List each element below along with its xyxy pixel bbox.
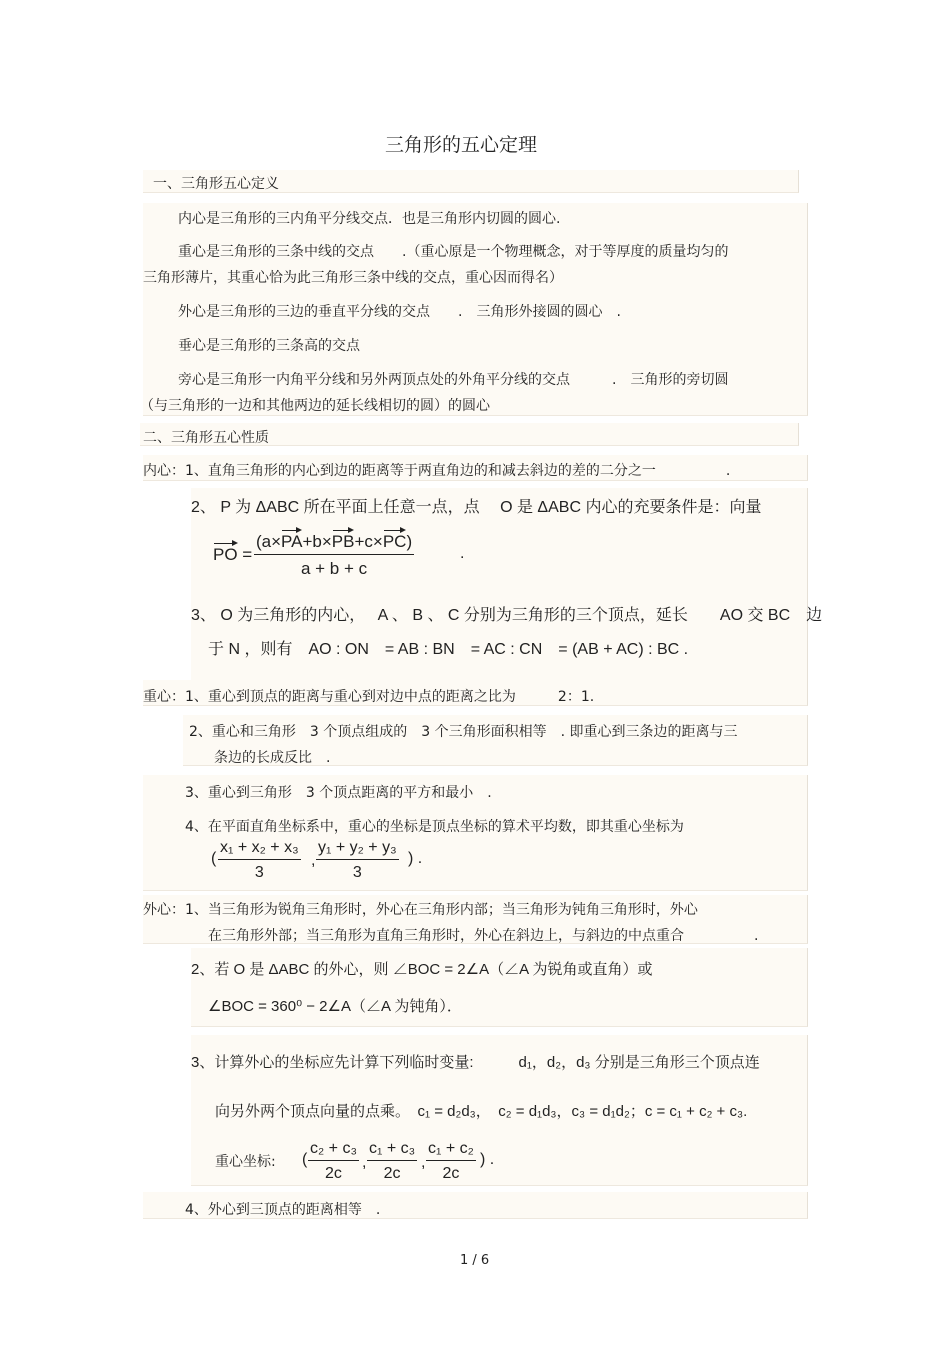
centroid-open-paren: ( (211, 850, 217, 867)
section2-heading: 二、三角形五心性质 (143, 430, 269, 446)
circum-property-3-line2: 向另外两个顶点向量的点乘。 c₁ = d₂d₃， c₂ = d₁d₃，c₃ = d₁d₂；c = c₁ + c₂ + c₃. (215, 1103, 748, 1120)
def-excenter-line1: 旁心是三角形一内角平分线和另外两顶点处的外角平分线的交点 . 三角形的旁切圆 (178, 372, 729, 388)
circum-comma-1: , (362, 1154, 367, 1171)
y-denominator: 3 (352, 864, 362, 881)
num-part: (a× (256, 532, 282, 551)
centroid-x-fraction (218, 839, 301, 882)
centroid-property-2-line2: 条边的长成反比 . (214, 750, 331, 766)
cz-numerator: c₁ + c₂ (426, 1140, 476, 1161)
cx-numerator: c₂ + c₃ (308, 1140, 359, 1161)
centroid-y-fraction (316, 839, 399, 882)
def-centroid-line1: 重心是三角形的三条中线的交点 .（重心原是一个物理概念，对于等厚度的质量均匀的 (178, 244, 729, 260)
def-orthocenter: 垂心是三角形的三条高的交点 (178, 338, 360, 354)
fraction-period: . (460, 545, 465, 562)
cx-denominator: 2c (325, 1165, 342, 1182)
circum-property-4: 4、外心到三顶点的距离相等 . (185, 1202, 381, 1218)
def-centroid-line2: 三角形薄片，其重心恰为此三角形三条中线的交点，重心因而得名） (143, 270, 563, 286)
fraction-numerator (254, 532, 414, 555)
def-excenter-line2: （与三角形的一边和其他两边的延长线相切的圆）的圆心 (140, 398, 490, 414)
incenter-vector-fraction (254, 532, 414, 579)
cy-denominator: 2c (383, 1165, 401, 1182)
incenter-property-1: 内心：1、直角三角形的内心到边的距离等于两直角边的和减去斜边的差的二分之一 . (143, 463, 731, 479)
incenter-vector-lhs (213, 545, 252, 565)
cz-denominator: 2c (442, 1165, 460, 1182)
page-title: 三角形的五心定理 (385, 134, 538, 156)
incenter-property-3-line2: 于 N ，则有 AO : ON = AB : BN = AC : CN = (AB + AC) : BC . (208, 641, 689, 658)
num-part: ) (406, 532, 413, 551)
circum-property-3-line1: 3、计算外心的坐标应先计算下列临时变量: d₁，d₂，d₃ 分别是三角形三个顶点连 (191, 1054, 760, 1071)
centroid-property-1: 重心：1、重心到顶点的距离与重心到对边中点的距离之比为 2：1. (143, 689, 595, 705)
circum-property-1-line1: 外心：1、当三角形为锐角三角形时，外心在三角形内部；当三角形为钝角三角形时，外心 (143, 902, 698, 918)
centroid-close-paren: ) . (408, 850, 423, 867)
equals-sign: = (242, 545, 253, 564)
circum-close-paren: ) . (480, 1151, 495, 1168)
circum-open-paren: ( (302, 1151, 308, 1168)
section1-heading: 一、三角形五心定义 (153, 176, 279, 192)
circum-comma-2: , (421, 1154, 426, 1171)
centroid-property-3: 3、重心到三角形 3 个顶点距离的平方和最小 . (185, 785, 492, 801)
page-number: 1 / 6 (460, 1253, 490, 1268)
x-sum: x₁ + x₂ + x₃ (218, 839, 301, 860)
fraction-denominator: a + b + c (300, 559, 368, 578)
vector-pa: PA (281, 532, 303, 551)
circum-y-fraction (367, 1140, 417, 1183)
vector-pc: PC (382, 532, 407, 551)
incenter-p2-box (191, 488, 808, 699)
incenter-property-2: 2、 P 为 ΔABC 所在平面上任意一点，点 O 是 ΔABC 内心的充要条件是：向量 (191, 499, 762, 516)
x-denominator: 3 (254, 864, 264, 881)
vector-po: PO (213, 545, 238, 564)
centroid-property-2-line1: 2、重心和三角形 3 个顶点组成的 3 个三角形面积相等 . 即重心到三条边的距离与三 (189, 724, 738, 740)
circum-property-2-line2: ∠BOC = 360⁰ − 2∠A（∠A 为钝角）． (208, 998, 462, 1015)
centroid-property-4: 4、在平面直角坐标系中，重心的坐标是顶点坐标的算术平均数，即其重心坐标为 (185, 819, 684, 835)
circum-x-fraction (308, 1140, 359, 1183)
circum-coord-label: 重心坐标: (215, 1154, 276, 1170)
cy-numerator: c₁ + c₃ (367, 1140, 417, 1161)
num-part: +c× (354, 532, 383, 551)
num-part: +b× (302, 532, 332, 551)
circum-property-2-line1: 2、若 O 是 ΔABC 的外心，则 ∠BOC = 2∠A（∠A 为锐角或直角）或 (191, 961, 653, 978)
centroid-comma: , (311, 852, 316, 869)
circum-z-fraction (426, 1140, 476, 1183)
circum-property-1-line2: 在三角形外部；当三角形为直角三角形时，外心在斜边上，与斜边的中点重合 . (208, 928, 759, 944)
incenter-property-3-line1: 3、 O 为三角形的内心， A 、 B 、 C 分别为三角形的三个顶点，延长 AO 交 BC 边 (191, 607, 823, 624)
def-circumcenter: 外心是三角形的三边的垂直平分线的交点 . 三角形外接圆的圆心 . (178, 304, 621, 320)
def-incenter: 内心是三角形的三内角平分线交点．也是三角形内切圆的圆心. (178, 211, 561, 227)
y-sum: y₁ + y₂ + y₃ (316, 839, 399, 860)
vector-pb: PB (331, 532, 355, 551)
